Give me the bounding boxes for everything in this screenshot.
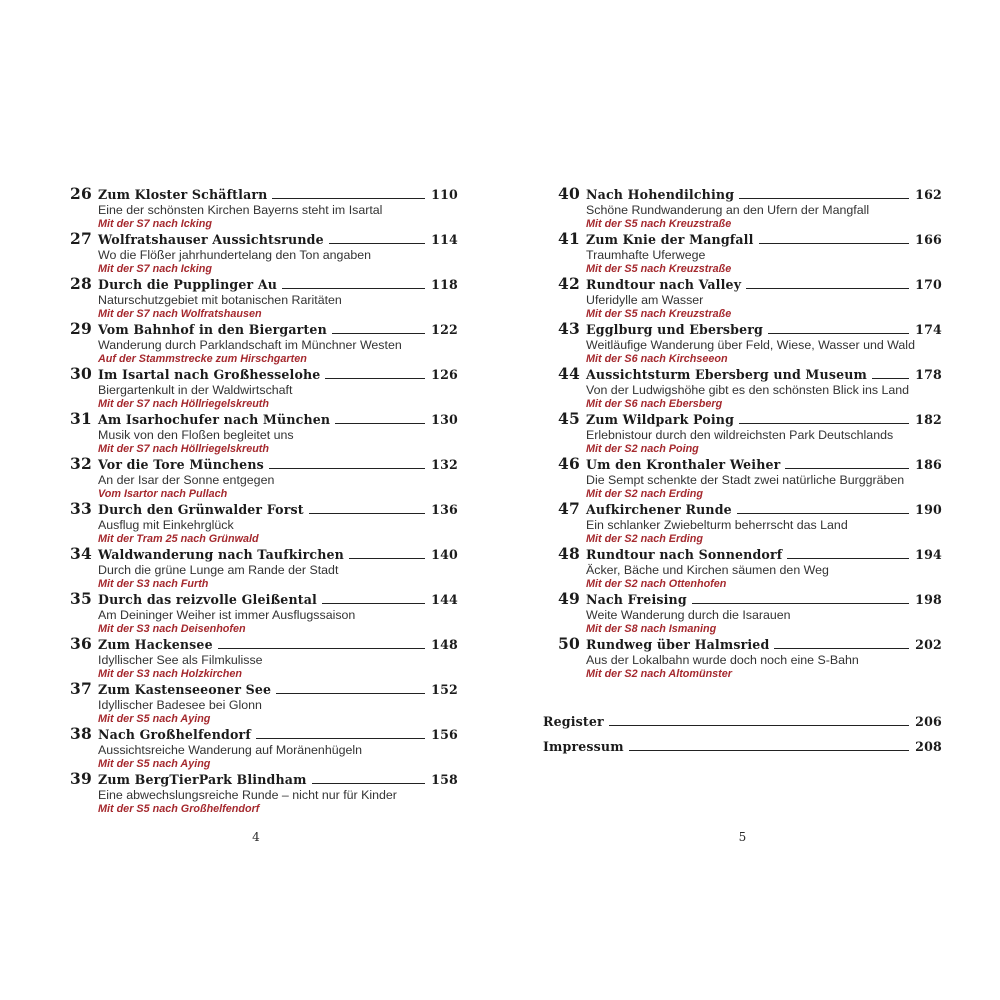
entry-title-row: [558, 546, 942, 563]
entry-transit-note: Mit der S7 nach Icking: [98, 218, 212, 230]
entry-title: Rundweg über Halmsried: [586, 637, 770, 652]
entry-title-row: [558, 366, 942, 383]
entry-transit-note: Mit der S7 nach Höllriegelskreuth: [98, 443, 269, 455]
entry-title: Egglburg und Ebersberg: [586, 322, 763, 337]
entry-title: Zum Hackensee: [98, 637, 213, 652]
entry-title: Rundtour nach Valley: [586, 277, 742, 292]
entry-transit-note: Mit der S7 nach Wolfratshausen: [98, 308, 262, 320]
entry-page-number: 202: [915, 637, 942, 652]
entry-title: Rundtour nach Sonnendorf: [586, 547, 783, 562]
entry-description: Erlebnistour durch den wildreichsten Park Deutschlands: [586, 428, 894, 442]
entry-title-row: [70, 186, 458, 203]
toc-entry: [70, 591, 458, 635]
entry-description: Biergartenkult in der Waldwirtschaft: [98, 383, 293, 397]
entry-title-row: [558, 456, 942, 473]
toc-entry: [558, 276, 942, 320]
toc-entry: [558, 546, 942, 590]
entry-transit-note: Mit der S2 nach Altomünster: [586, 668, 732, 680]
entry-title-row: [70, 411, 458, 428]
entry-title-row: [70, 231, 458, 248]
leader-line: [272, 197, 425, 199]
toc-extras: [543, 714, 942, 755]
extra-page-number: 206: [915, 714, 942, 729]
page-footer-number: 4: [252, 830, 260, 844]
entry-transit-note: Auf der Stammstrecke zum Hirschgarten: [98, 353, 307, 365]
leader-line: [312, 782, 426, 784]
extra-label: Impressum: [543, 739, 624, 754]
extra-page-number: 208: [915, 739, 942, 754]
entry-number: 43: [558, 319, 580, 338]
entry-number: 44: [558, 364, 580, 383]
toc-entry: [558, 231, 942, 275]
toc-extra-row: [543, 714, 942, 730]
entry-number: 33: [70, 499, 92, 518]
entry-page-number: 186: [915, 457, 942, 472]
entry-description: Uferidylle am Wasser: [586, 293, 704, 307]
entry-page-number: 190: [915, 502, 942, 517]
toc-entries-right: [543, 186, 942, 680]
entry-number: 35: [70, 589, 92, 608]
entry-description: Naturschutzgebiet mit botanischen Raritäten: [98, 293, 342, 307]
entry-number: 46: [558, 454, 580, 473]
toc-entry: [70, 411, 458, 455]
entry-title: Vor die Tore Münchens: [98, 457, 264, 472]
entry-transit-note: Mit der S8 nach Ismaning: [586, 623, 717, 635]
entry-title: Nach Freising: [586, 592, 687, 607]
entry-title-row: [558, 501, 942, 518]
leader-line: [872, 377, 909, 379]
toc-entry: [558, 636, 942, 680]
entry-title-row: [558, 411, 942, 428]
leader-line: [309, 512, 425, 514]
entry-page-number: 126: [431, 367, 458, 382]
entry-title-row: [70, 501, 458, 518]
entry-description: Schöne Rundwanderung an den Ufern der Mangfall: [586, 203, 870, 217]
entry-description: Durch die grüne Lunge am Rande der Stadt: [98, 563, 339, 577]
toc-page-right: [543, 186, 942, 764]
leader-line: [282, 287, 425, 289]
entry-page-number: 122: [431, 322, 458, 337]
entry-number: 30: [70, 364, 92, 383]
entry-title: Aussichtsturm Ebersberg und Museum: [586, 367, 868, 382]
entry-title: Durch den Grünwalder Forst: [98, 502, 304, 517]
entry-title: Um den Kronthaler Weiher: [586, 457, 781, 472]
entry-page-number: 198: [915, 592, 942, 607]
toc-entry: [70, 501, 458, 545]
entry-title: Am Isarhochufer nach München: [98, 412, 331, 427]
entry-title: Zum BergTierPark Blindham: [98, 772, 307, 787]
entry-number: 27: [70, 229, 92, 248]
entry-description: Idyllischer Badesee bei Glonn: [98, 698, 262, 712]
entry-description: Wanderung durch Parklandschaft im Münchner Westen: [98, 338, 402, 352]
entry-number: 49: [558, 589, 580, 608]
leader-line: [269, 467, 425, 469]
entry-title: Zum Knie der Mangfall: [586, 232, 754, 247]
entry-page-number: 162: [915, 187, 942, 202]
toc-entry: [558, 321, 942, 365]
leader-line: [759, 242, 910, 244]
entry-transit-note: Mit der S2 nach Erding: [586, 488, 703, 500]
page-number-footer-right: [543, 830, 942, 844]
entry-page-number: 114: [431, 232, 458, 247]
leader-line: [609, 724, 909, 726]
entry-number: 39: [70, 769, 92, 788]
entry-number: 47: [558, 499, 580, 518]
entry-description: Musik von den Floßen begleitet uns: [98, 428, 294, 442]
entry-transit-note: Mit der S5 nach Kreuzstraße: [586, 263, 732, 275]
entry-transit-note: Mit der S7 nach Höllriegelskreuth: [98, 398, 269, 410]
entry-transit-note: Mit der S5 nach Kreuzstraße: [586, 218, 732, 230]
entry-page-number: 130: [431, 412, 458, 427]
entry-title-row: [70, 456, 458, 473]
toc-entry: [558, 501, 942, 545]
entry-description: Eine abwechslungsreiche Runde – nicht nur für Kinder: [98, 788, 397, 802]
toc-entry: [70, 546, 458, 590]
entry-description: Die Sempt schenkte der Stadt zwei natürliche Burggräben: [586, 473, 905, 487]
entry-page-number: 158: [431, 772, 458, 787]
leader-line: [692, 602, 909, 604]
entry-page-number: 140: [431, 547, 458, 562]
entry-title: Durch das reizvolle Gleißental: [98, 592, 317, 607]
entry-number: 48: [558, 544, 580, 563]
entry-description: Traumhafte Uferwege: [586, 248, 706, 262]
leader-line: [739, 197, 909, 199]
entry-title: Aufkirchener Runde: [586, 502, 732, 517]
leader-line: [325, 377, 425, 379]
toc-entry: [70, 186, 458, 230]
leader-line: [739, 422, 909, 424]
entry-title: Nach Hohendilching: [586, 187, 735, 202]
entry-transit-note: Vom Isartor nach Pullach: [98, 488, 228, 500]
entry-page-number: 178: [915, 367, 942, 382]
toc-entry: [70, 681, 458, 725]
extra-label: Register: [543, 714, 604, 729]
entry-title-row: [558, 276, 942, 293]
entry-number: 50: [558, 634, 580, 653]
toc-entry: [70, 366, 458, 410]
entry-number: 29: [70, 319, 92, 338]
entry-title: Vom Bahnhof in den Biergarten: [98, 322, 327, 337]
entry-description: Von der Ludwigshöhe gibt es den schönsten Blick ins Land: [586, 383, 910, 397]
leader-line: [785, 467, 909, 469]
entry-number: 38: [70, 724, 92, 743]
toc-entry: [70, 321, 458, 365]
entry-title-row: [70, 276, 458, 293]
toc-extra-row: [543, 739, 942, 755]
entry-number: 31: [70, 409, 92, 428]
entry-page-number: 144: [431, 592, 458, 607]
entry-title-row: [558, 591, 942, 608]
entry-number: 41: [558, 229, 580, 248]
entry-transit-note: Mit der S2 nach Erding: [586, 533, 703, 545]
page-footer-number: 5: [738, 830, 747, 844]
entry-transit-note: Mit der S3 nach Holzkirchen: [98, 668, 242, 680]
entry-number: 42: [558, 274, 580, 293]
entry-number: 45: [558, 409, 580, 428]
entry-description: Weite Wanderung durch die Isarauen: [586, 608, 791, 622]
entry-title-row: [70, 726, 458, 743]
entry-title-row: [558, 636, 942, 653]
entry-title-row: [70, 771, 458, 788]
entry-page-number: 166: [915, 232, 942, 247]
entry-description: Aussichtsreiche Wanderung auf Moränenhügeln: [98, 743, 363, 757]
toc-entry: [70, 771, 458, 815]
entry-description: Idyllischer See als Filmkulisse: [98, 653, 263, 667]
entry-description: An der Isar der Sonne entgegen: [98, 473, 275, 487]
entry-number: 40: [558, 184, 580, 203]
entry-transit-note: Mit der S5 nach Aying: [98, 713, 211, 725]
entry-title-row: [558, 231, 942, 248]
leader-line: [737, 512, 909, 514]
entry-page-number: 118: [431, 277, 458, 292]
toc-entry: [558, 411, 942, 455]
leader-line: [768, 332, 909, 334]
leader-line: [218, 647, 425, 649]
entry-transit-note: Mit der S5 nach Großhelfendorf: [98, 803, 260, 815]
entry-transit-note: Mit der S5 nach Aying: [98, 758, 211, 770]
entry-page-number: 170: [915, 277, 942, 292]
entry-title-row: [70, 681, 458, 698]
entry-transit-note: Mit der Tram 25 nach Grünwald: [98, 533, 259, 545]
entry-description: Wo die Flößer jahrhundertelang den Ton angaben: [98, 248, 372, 262]
entry-title: Durch die Pupplinger Au: [98, 277, 278, 292]
entry-title-row: [70, 321, 458, 338]
entry-transit-note: Mit der S3 nach Deisenhofen: [98, 623, 246, 635]
toc-entry: [70, 276, 458, 320]
entry-page-number: 148: [431, 637, 458, 652]
entry-page-number: 136: [431, 502, 458, 517]
entry-title: Zum Kastenseeoner See: [98, 682, 272, 697]
entry-title-row: [70, 591, 458, 608]
entry-title-row: [558, 186, 942, 203]
entry-transit-note: Mit der S2 nach Ottenhofen: [586, 578, 727, 590]
leader-line: [774, 647, 909, 649]
toc-entry: [70, 636, 458, 680]
entry-transit-note: Mit der S6 nach Kirchseeon: [586, 353, 728, 365]
leader-line: [335, 422, 425, 424]
entry-number: 32: [70, 454, 92, 473]
entry-title: Im Isartal nach Großhesselohe: [98, 367, 321, 382]
entry-page-number: 174: [915, 322, 942, 337]
toc-entry: [558, 456, 942, 500]
toc-entry: [558, 366, 942, 410]
toc-entry: [558, 186, 942, 230]
leader-line: [322, 602, 425, 604]
entry-transit-note: Mit der S6 nach Ebersberg: [586, 398, 723, 410]
entry-title-row: [70, 636, 458, 653]
toc-entry: [70, 726, 458, 770]
entry-transit-note: Mit der S7 nach Icking: [98, 263, 212, 275]
toc-entry: [558, 591, 942, 635]
leader-line: [629, 749, 909, 751]
entry-title: Wolfratshauser Aussichtsrunde: [98, 232, 324, 247]
page-number-footer-left: [70, 830, 442, 844]
entry-title: Zum Kloster Schäftlarn: [98, 187, 268, 202]
leader-line: [256, 737, 425, 739]
entry-title: Nach Großhelfendorf: [98, 727, 251, 742]
entry-title-row: [70, 546, 458, 563]
entry-number: 34: [70, 544, 92, 563]
leader-line: [276, 692, 425, 694]
entry-page-number: 182: [915, 412, 942, 427]
entry-number: 36: [70, 634, 92, 653]
entry-page-number: 110: [431, 187, 458, 202]
entry-description: Am Deininger Weiher ist immer Ausflugssaison: [98, 608, 356, 622]
toc-entry: [70, 231, 458, 275]
entry-description: Weitläufige Wanderung über Feld, Wiese, Wasser und Wald: [586, 338, 915, 352]
entry-page-number: 152: [431, 682, 458, 697]
entry-page-number: 156: [431, 727, 458, 742]
entry-transit-note: Mit der S3 nach Furth: [98, 578, 209, 590]
entry-transit-note: Mit der S2 nach Poing: [586, 443, 699, 455]
entry-page-number: 194: [915, 547, 942, 562]
leader-line: [329, 242, 425, 244]
leader-line: [349, 557, 425, 559]
entry-title-row: [558, 321, 942, 338]
entry-title: Waldwanderung nach Taufkirchen: [98, 547, 344, 562]
entry-description: Aus der Lokalbahn wurde doch noch eine S-Bahn: [586, 653, 859, 667]
toc-page-left: [70, 186, 458, 816]
toc-entries-left: [70, 186, 458, 815]
entry-description: Ein schlanker Zwiebelturm beherrscht das Land: [586, 518, 848, 532]
entry-description: Ausflug mit Einkehrglück: [98, 518, 234, 532]
entry-description: Äcker, Bäche und Kirchen säumen den Weg: [586, 563, 829, 577]
entry-number: 26: [70, 184, 92, 203]
leader-line: [332, 332, 425, 334]
entry-transit-note: Mit der S5 nach Kreuzstraße: [586, 308, 732, 320]
toc-entry: [70, 456, 458, 500]
entry-page-number: 132: [431, 457, 458, 472]
entry-number: 37: [70, 679, 92, 698]
leader-line: [746, 287, 909, 289]
entry-title-row: [70, 366, 458, 383]
leader-line: [787, 557, 909, 559]
entry-title: Zum Wildpark Poing: [586, 412, 735, 427]
entry-number: 28: [70, 274, 92, 293]
entry-description: Eine der schönsten Kirchen Bayerns steht im Isartal: [98, 203, 383, 217]
